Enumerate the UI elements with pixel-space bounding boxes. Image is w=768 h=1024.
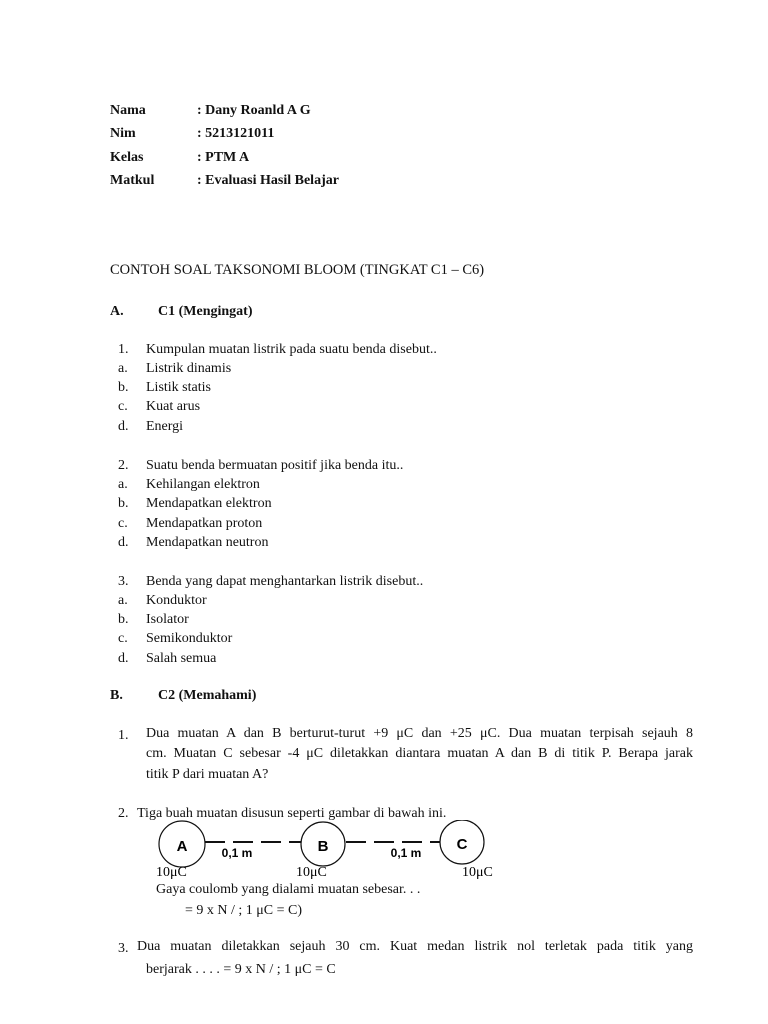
option-letter: a.	[118, 593, 128, 608]
question-number: 3.	[118, 941, 129, 956]
charge-value: 10μC	[296, 865, 327, 880]
header-label-nim: Nim	[110, 126, 136, 141]
section-b-heading: C2 (Memahami)	[158, 688, 257, 703]
option-letter: a.	[118, 477, 128, 492]
option-text: Listrik dinamis	[146, 361, 232, 376]
option-text: Listik statis	[146, 380, 211, 395]
header-value-nim: : 5213121011	[197, 126, 275, 141]
question-number: 1.	[118, 342, 129, 357]
question-text: Suatu benda bermuatan positif jika benda itu..	[146, 458, 404, 473]
question-number: 2.	[118, 458, 129, 473]
charge-value: 10μC	[156, 865, 187, 880]
option-text: Mendapatkan neutron	[146, 535, 269, 550]
option-letter: b.	[118, 496, 129, 511]
question-number: 3.	[118, 574, 129, 589]
option-letter: d.	[118, 535, 129, 550]
question-text: Benda yang dapat menghantarkan listrik disebut..	[146, 574, 424, 589]
option-letter: c.	[118, 631, 128, 646]
option-text: Kuat arus	[146, 399, 201, 414]
option-letter: d.	[118, 419, 129, 434]
option-text: Salah semua	[146, 651, 217, 666]
question-text: Kumpulan muatan listrik pada suatu benda disebut..	[146, 342, 437, 357]
section-a-letter: A.	[110, 304, 124, 319]
section-a-heading: C1 (Mengingat)	[158, 304, 253, 319]
question-number: 1.	[118, 728, 129, 743]
option-letter: a.	[118, 361, 128, 376]
option-text: Konduktor	[146, 593, 207, 608]
header-label-nama: Nama	[110, 103, 146, 118]
document-title: CONTOH SOAL TAKSONOMI BLOOM (TINGKAT C1 – C6)	[110, 262, 485, 278]
charge-label: B	[317, 838, 329, 855]
question-text-line: Gaya coulomb yang dialami muatan sebesar. . .	[156, 882, 421, 897]
header-label-matkul: Matkul	[110, 173, 155, 188]
header-label-kelas: Kelas	[110, 150, 144, 165]
charge-value: 10μC	[462, 865, 493, 880]
charges-diagram-svg	[150, 820, 510, 882]
header-value-kelas: : PTM A	[197, 150, 250, 165]
option-letter: d.	[118, 651, 129, 666]
option-letter: c.	[118, 516, 128, 531]
header-value-matkul: : Evaluasi Hasil Belajar	[197, 173, 339, 188]
question-text-line: titik P dari muatan A?	[146, 767, 269, 782]
distance-label: 0,1 m	[221, 846, 253, 860]
question-text-line: Dua muatan A dan B berturut-turut +9 μC dan +25 μC. Dua muatan terpisah sejauh 8	[146, 726, 693, 741]
option-text: Energi	[146, 419, 184, 434]
question-text-line: berjarak . . . . = 9 x N / ; 1 μC = C	[146, 962, 336, 977]
charge-label: A	[176, 838, 188, 855]
option-text: Mendapatkan elektron	[146, 496, 272, 511]
option-letter: b.	[118, 612, 129, 627]
charge-label: C	[456, 836, 468, 853]
option-text: Semikonduktor	[146, 631, 233, 646]
question-text: Tiga buah muatan disusun seperti gambar di bawah ini.	[137, 806, 447, 821]
option-letter: c.	[118, 399, 128, 414]
section-b-letter: B.	[110, 688, 123, 703]
option-text: Mendapatkan proton	[146, 516, 263, 531]
distance-label: 0,1 m	[390, 846, 422, 860]
question-text-line: = 9 x N / ; 1 μC = C)	[185, 903, 303, 918]
charges-diagram	[150, 820, 510, 882]
question-text-line: Dua muatan diletakkan sejauh 30 cm. Kuat medan listrik nol terletak pada titik yang	[137, 939, 693, 954]
option-text: Isolator	[146, 612, 189, 627]
question-number: 2.	[118, 806, 129, 821]
header-value-nama: : Dany Roanld A G	[197, 103, 311, 118]
option-letter: b.	[118, 380, 129, 395]
option-text: Kehilangan elektron	[146, 477, 260, 492]
question-text-line: cm. Muatan C sebesar -4 μC diletakkan diantara muatan A dan B di titik P. Berapa jarak	[146, 746, 693, 761]
